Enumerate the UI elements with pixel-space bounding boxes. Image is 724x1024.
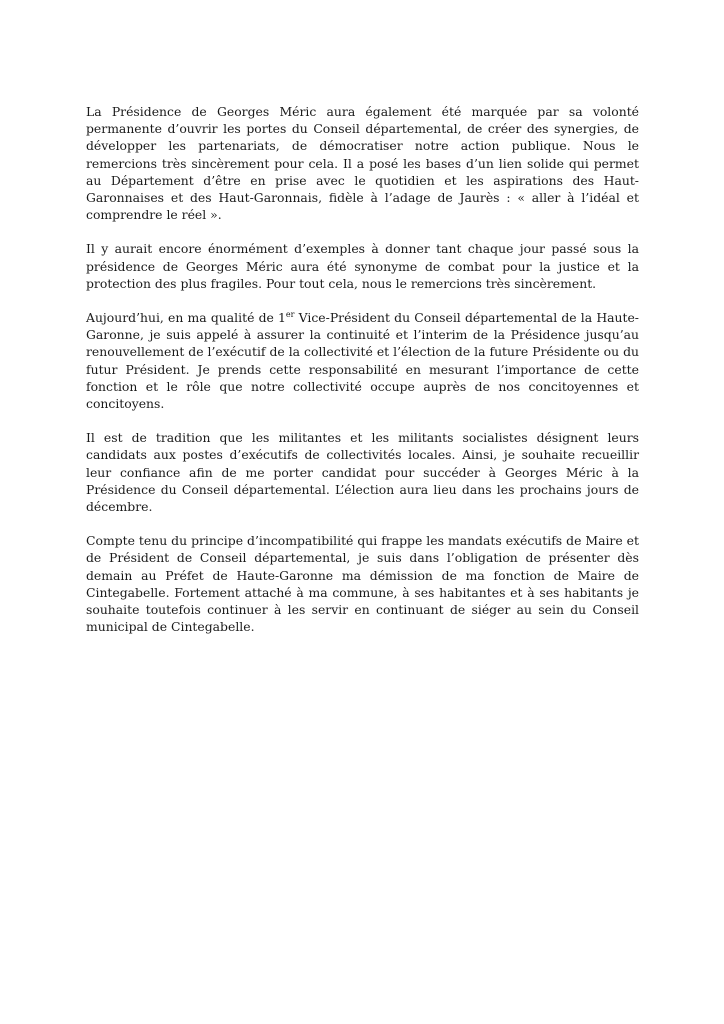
paragraph-3 [86, 309, 639, 412]
paragraph-2: Il y aurait encore énormément d’exemples à donner tant chaque jour passé sous la présidence de Georges Méric aura été synonyme de combat pour la justice et la protection des plus fragiles. Pour tout cela, nous le remercions très sincèrement. [86, 241, 639, 291]
paragraph-3-start: Aujourd’hui, en ma qualité de 1 [86, 310, 286, 326]
paragraph-1: La Présidence de Georges Méric aura également été marquée par sa volonté permanente d’ouvrir les portes du Conseil départemental, de créer des synergies, de développer les partenariats, de démocratiser notre action publique. Nous le remercions très sincèrement pour cela. Il a posé les bases d’un lien solide qui permet au Département d’être en prise avec le quotidien et les aspirations des Haut-Garonnaises et des Haut-Garonnais, fidèle à l’adage de Jaurès : « aller à l’idéal et comprendre le réel ». [86, 104, 639, 223]
paragraph-3-end: Vice-Président du Conseil départemental de la Haute-Garonne, je suis appelé à assurer la continuité et l’interim de la Présidence jusqu’au renouvellement de l’exécutif de la collectivité et l’élection de la future Présidente ou du futur Président. Je prends cette responsabilité en mesurant l’importance de cette fonction et le rôle que notre collectivité occupe auprès de nos concitoyennes et concitoyens. [86, 310, 639, 412]
ordinal-superscript: er [285, 309, 295, 319]
paragraph-4: Il est de tradition que les militantes et les militants socialistes désignent leurs candidats aux postes d’exécutifs de collectivités locales. Ainsi, je souhaite recueillir leur confiance afin de me porter candidat pour succéder à Georges Méric à la Présidence du Conseil départemental. L’élection aura lieu dans les prochains jours de décembre. [86, 430, 639, 515]
paragraph-5: Compte tenu du principe d’incompatibilité qui frappe les mandats exécutifs de Maire et de Président de Conseil départemental, je suis dans l’obligation de présenter dès demain au Préfet de Haute-Garonne ma démission de ma fonction de Maire de Cintegabelle. Fortement attaché à ma commune, à ses habitantes et à ses habitants je souhaite toutefois continuer à les servir en continuant de siéger au sein du Conseil municipal de Cintegabelle. [86, 533, 639, 635]
document-body [86, 103, 639, 652]
